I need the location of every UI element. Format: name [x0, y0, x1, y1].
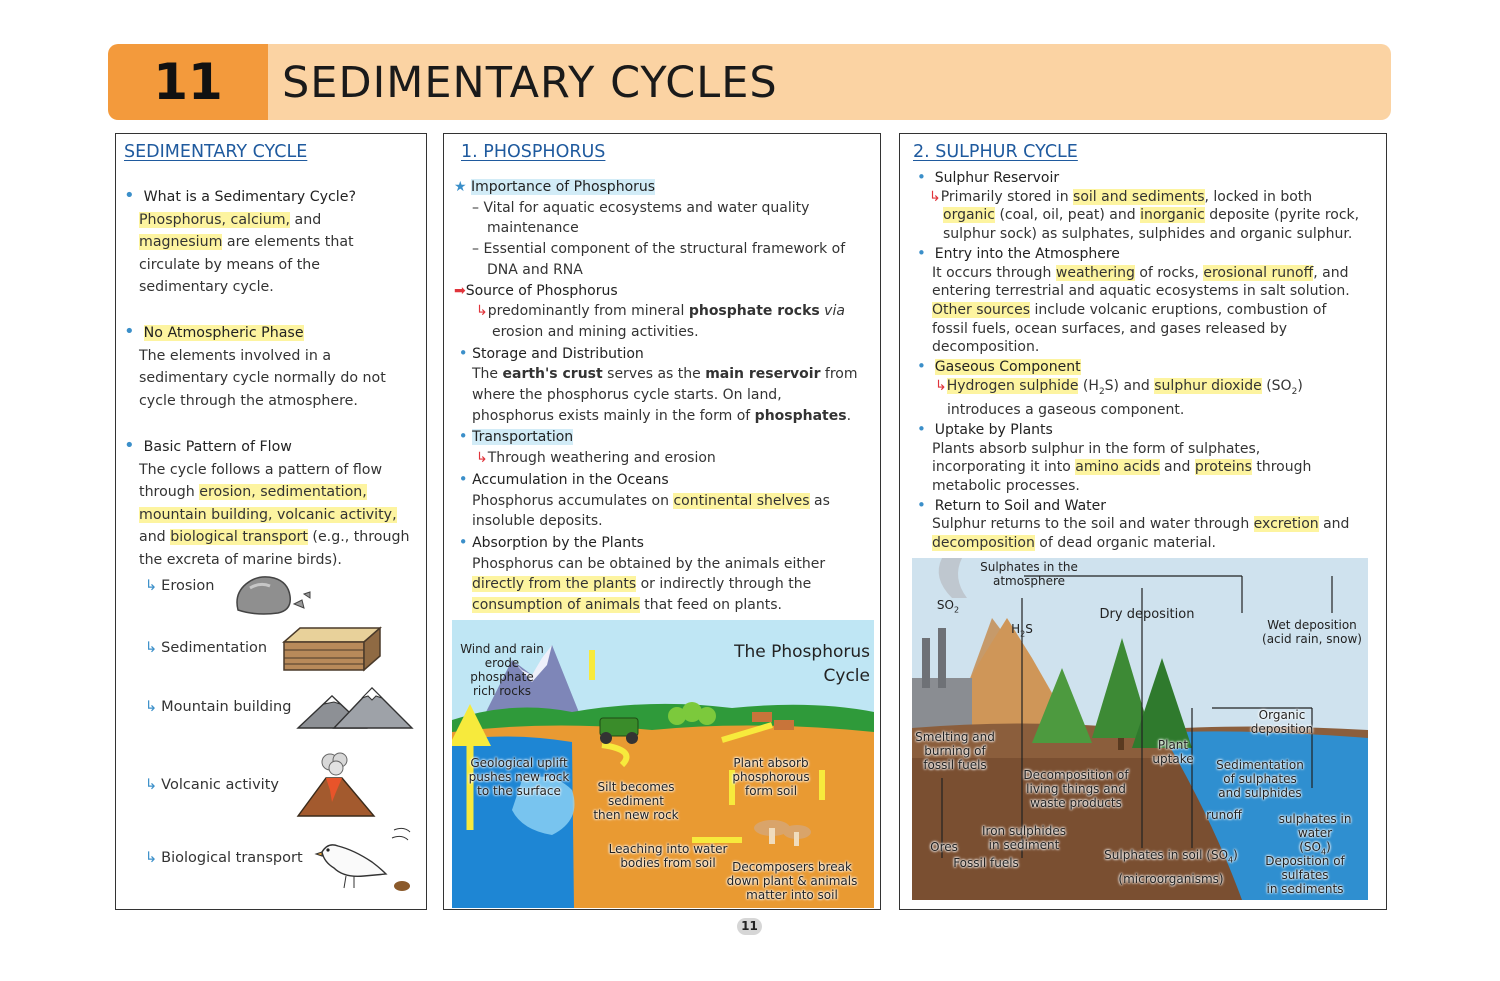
label-dry-deposition: Dry deposition — [1099, 607, 1195, 622]
red-arrow-icon: ➡ — [454, 282, 466, 299]
bullet-icon: • — [454, 343, 468, 362]
phosphorus-title: 1. PHOSPHORUS — [461, 142, 606, 162]
label-sulphates-soil: Sulphates in soil $(SO_4)$ — [1104, 848, 1238, 865]
label-silt: Silt becomes sediment then new rock — [593, 780, 679, 822]
label-decomposition: Decomposition of living things and waste products — [1023, 768, 1129, 810]
chapter-number: 11 — [108, 44, 268, 120]
sub-arrow-icon: ↳ — [476, 450, 488, 467]
process-biological-transport: ↳ Biological transport — [145, 850, 303, 866]
bullet-icon: • — [124, 185, 135, 206]
process-erosion: ↳ Erosion — [145, 578, 215, 594]
process-volcanic-activity: ↳ Volcanic activity — [145, 777, 279, 793]
label-runoff: runoff — [1206, 808, 1242, 822]
bullet-icon: • — [454, 469, 468, 488]
atmospheric-section: • No Atmospheric Phase The elements involved in a sedimentary cycle normally do not cycle through the atmosphere. — [124, 321, 386, 409]
label-organic-deposition: Organic deposition — [1250, 708, 1314, 736]
star-icon: ★ — [454, 179, 467, 195]
label-smelting: Smelting and burning of fossil fuels — [915, 730, 995, 772]
label-plant-absorb: Plant absorb phosphorous form soil — [732, 756, 810, 798]
phosphorus-cycle-diagram — [452, 620, 874, 908]
label-sulphates-atmosphere: Sulphates in the atmosphere — [980, 560, 1078, 588]
sub-arrow-icon: ↳ — [476, 303, 488, 320]
bullet-icon: • — [917, 357, 926, 376]
sub-arrow-icon: ↳ — [935, 377, 947, 394]
bullet-icon: • — [124, 435, 135, 456]
label-plant-uptake: Plant uptake — [1152, 738, 1194, 766]
sulphur-text: • Sulphur Reservoir ↳Primarily stored in soil and sediments, locked in both organic (coal, oil, peat) and inorganic deposite (pyrite rock, sulphur sock) as sulphates, sulphides and organic sulphur. • Entry into the Atmosphere It occurs through weathering of rocks, erosional runoff, and entering terrestrial and aquatic ecosystems in salt solution. Other sources include volcanic eruptions, combustion of fossil fuels, ocean surfaces, and gases released by decomposition. • Gaseous Component ↳Hydrogen sulphide $(H_2S)$ and sulphur dioxide $(SO_2)$ introduces a gaseous component. • Uptake by Plants Plants absorb sulphur in the form of sulphates, incorporating it into amino acids and proteins through metabolic processes. • Return to Soil and Water Sulphur returns to the soil and water through excretion and decomposition of dead organic material. — [917, 168, 1360, 552]
label-sulphates-water: sulphates in water $(SO_4)$ — [1278, 812, 1352, 857]
chapter-banner — [108, 44, 1391, 120]
bullet-icon: • — [454, 532, 468, 551]
label-ores: Ores — [930, 840, 958, 854]
process-sedimentation: ↳ Sedimentation — [145, 640, 268, 656]
sulphur-title: 2. SULPHUR CYCLE — [913, 142, 1078, 162]
bullet-icon: • — [917, 168, 926, 186]
label-sedimentation: Sedimentation of sulphates and sulphides — [1216, 758, 1304, 800]
bullet-icon: • — [454, 427, 468, 446]
diagram-title: The Phosphorus Cycle — [734, 642, 870, 686]
bird-icon — [314, 824, 414, 894]
chapter-title: SEDIMENTARY CYCLES — [282, 58, 778, 108]
label-decomposers: Decomposers break down plant & animals matter into soil — [726, 860, 858, 902]
label-deposition-sulfates: Deposition of sulfates in sediments — [1265, 854, 1345, 896]
volcano-icon — [296, 752, 376, 818]
sulphur-cycle-diagram — [912, 558, 1368, 900]
label-h2s: $H_2S$ — [1011, 622, 1033, 639]
label-iron-sulphides: Iron sulphides in sediment — [982, 824, 1066, 852]
phosphorus-text: ★ Importance of Phosphorus – Vital for aquatic ecosystems and water quality maintenance – Essential component of the structural framework of DNA and RNA ➡Source of Phosphorus ↳predominantly from mineral phosphate rocks via erosion and mining activities. • Storage and Distribution The earth's crust serves as the main reservoir from where the phosphorus cycle starts. On land, phosphorus exists mainly in the form of phosphates. • Transportation ↳Through weathering and erosion • Accumulation in the Oceans Phosphorus accumulates on continental shelves as insoluble deposits. • Absorption by the Plants Phosphorus can be obtained by the animals either directly from the plants or indirectly through the consumption of animals that feed on plants. — [454, 179, 858, 614]
bullet-icon: • — [917, 419, 926, 438]
label-leaching: Leaching into water bodies from soil — [608, 842, 728, 870]
bullet-icon: • — [917, 495, 926, 514]
flow-section: • Basic Pattern of Flow The cycle follows a pattern of flow through erosion, sedimentation, mountain building, volcanic activity, and biological transport (e.g., through the excreta of marine birds). — [124, 435, 410, 568]
label-fossil-fuels: Fossil fuels — [953, 856, 1019, 870]
label-wind-rain: Wind and rain erode phosphate rich rocks — [460, 642, 544, 698]
sub-arrow-icon: ↳ — [929, 188, 941, 205]
label-so2: $SO_2$ — [936, 598, 960, 615]
sediment-layers-icon — [282, 624, 382, 674]
process-mountain-building: ↳ Mountain building — [145, 699, 292, 715]
label-microorganisms: (microorganisms) — [1118, 872, 1224, 886]
mountain-icon — [296, 684, 414, 730]
bullet-icon: • — [124, 321, 135, 342]
rock-icon — [232, 572, 314, 616]
label-geological-uplift: Geological uplift pushes new rock to the surface — [468, 756, 570, 798]
what-is-section: • What is a Sedimentary Cycle? Phosphorus, calcium, and magnesium are elements that circulate by means of the sedimentary cycle. — [124, 185, 357, 296]
bullet-icon: • — [917, 243, 926, 262]
page-number: 11 — [737, 918, 762, 935]
sedimentary-cycle-title: SEDIMENTARY CYCLE — [124, 142, 308, 162]
label-wet-deposition: Wet deposition (acid rain, snow) — [1262, 618, 1362, 646]
